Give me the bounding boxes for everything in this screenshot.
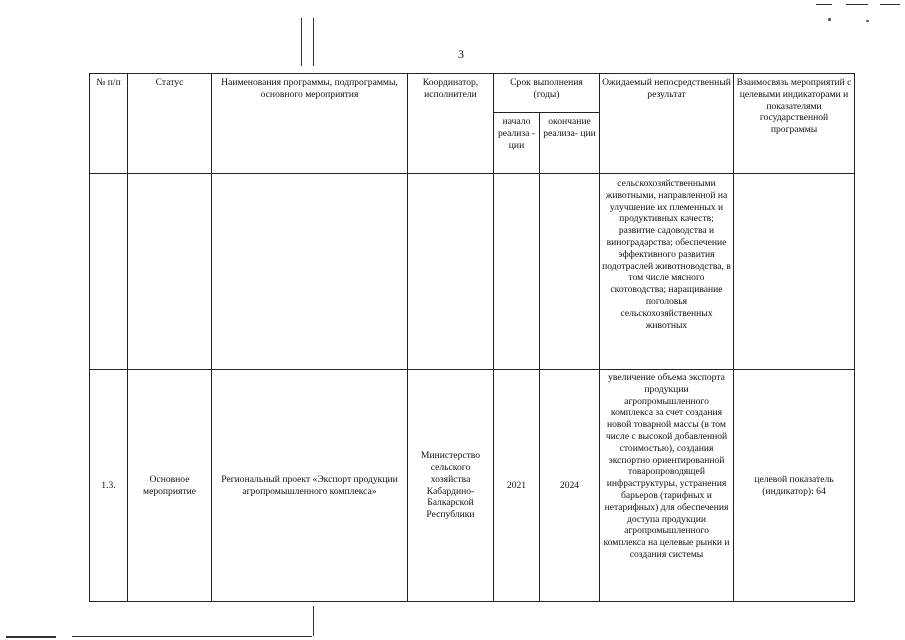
scan-artifact-vertical-line: [301, 18, 302, 66]
cell-status: [128, 174, 212, 370]
scan-artifact-top-mark: [846, 4, 868, 5]
cell-end: [540, 174, 600, 370]
cell-coordinator: [408, 174, 494, 370]
header-period-end: окончание реализа- ции: [540, 113, 600, 174]
scan-artifact-vertical-line: [313, 606, 314, 636]
cell-relationship: целевой показатель (индикатор): 64: [734, 370, 855, 602]
header-period: Срок выполнения (годы): [494, 74, 600, 113]
header-row-1: [90, 74, 855, 113]
cell-num: 1.3.: [90, 370, 128, 602]
cell-start: 2021: [494, 370, 540, 602]
cell-coordinator: Министерство сельского хозяйства Кабардино-Балкарской Республики: [408, 370, 494, 602]
scan-artifact-bottom-line: [6, 636, 56, 638]
table-row: [90, 370, 855, 602]
cell-num: [90, 174, 128, 370]
header-num: № п/п: [90, 74, 128, 174]
scan-artifact-dot: [828, 18, 831, 21]
header-status: Статус: [128, 74, 212, 174]
scan-artifact-top-mark: [816, 4, 832, 5]
header-coordinator: Координатор, исполнители: [408, 74, 494, 174]
cell-start: [494, 174, 540, 370]
header-relationship: Взаимосвязь мероприятий с целевыми индикаторами и показателями государственной программы: [734, 74, 855, 174]
header-expected-result: Ожидаемый непосредственный результат: [600, 74, 734, 174]
scan-artifact-dot: [866, 20, 869, 22]
scan-artifact-bottom-line: [72, 636, 312, 637]
cell-name: Региональный проект «Экспорт продукции агропромышленного комплекса»: [212, 370, 408, 602]
header-period-start: начало реализа - ции: [494, 113, 540, 174]
scan-artifact-vertical-line: [313, 18, 314, 66]
scan-artifact-top-mark: [880, 4, 900, 5]
cell-end: 2024: [540, 370, 600, 602]
header-program-name: Наименования программы, подпрограммы, основного мероприятия: [212, 74, 408, 174]
page-number: 3: [458, 47, 464, 61]
cell-name: [212, 174, 408, 370]
program-table: [89, 73, 855, 602]
cell-result: увеличение объема экспорта продукции агропромышленного комплекса за счет создания новой товарной массы (в том числе с высокой добавленной стоимостью), создания экспортно ориентированной товаропроводящей инфраструктуры, устранения барьеров (тарифных и нетарифных) для обеспечения доступа продукции агропромышленного комплекса на целевые рынки и создания системы: [600, 370, 734, 602]
cell-result: сельскохозяйственными животными, направленной на улучшение их племенных и продуктивных качеств; развитие садоводства и виноградарства; обеспечение эффективного развития подотраслей животноводства, в том числе мясного скотоводства; наращивание поголовья сельскохозяйственных животных: [600, 174, 734, 370]
cell-status: Основное мероприятие: [128, 370, 212, 602]
table-row: [90, 174, 855, 370]
cell-relationship: [734, 174, 855, 370]
